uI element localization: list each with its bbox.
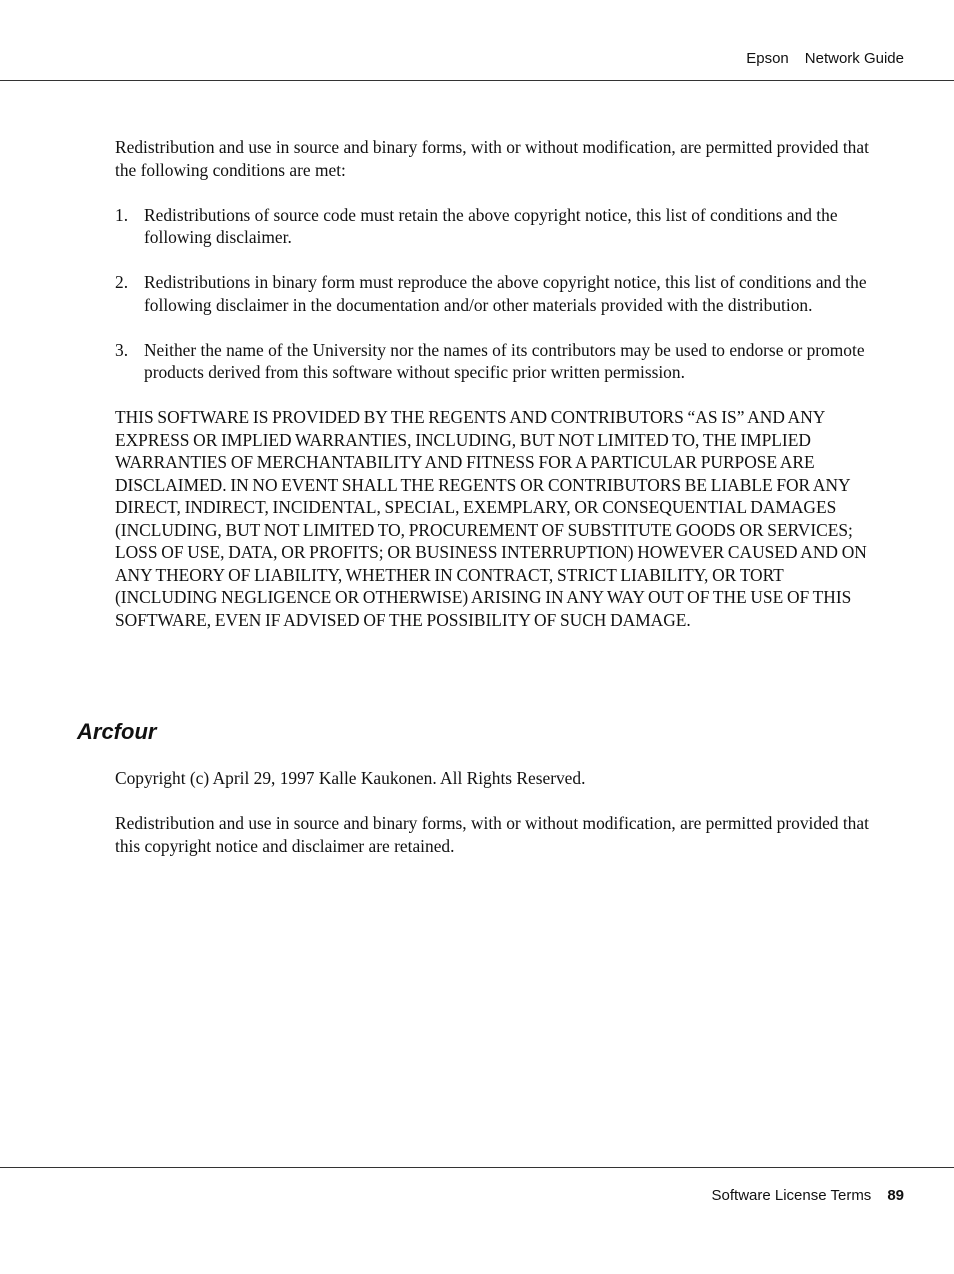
condition-number: 2.: [115, 272, 129, 292]
page-number: 89: [887, 1187, 904, 1204]
condition-text: Neither the name of the University nor the names of its contributors may be used to endorse or promote products derived from this software without specific prior written permission.: [144, 339, 865, 382]
condition-text: Redistributions of source code must retain the above copyright notice, this list of conditions and the following disclaimer.: [144, 204, 838, 247]
license-body: [115, 136, 880, 654]
condition-item: [115, 204, 880, 249]
conditions-list: [115, 204, 880, 384]
condition-number: 1.: [115, 204, 129, 225]
condition-text: Redistributions in binary form must reproduce the above copyright notice, this list of conditions and the following disclaimer in the documentation and/or other materials provided with the distribution.: [144, 272, 867, 315]
condition-item: [115, 339, 880, 384]
footer-divider: [0, 1167, 954, 1168]
page-header: [746, 50, 904, 67]
section-title: Arcfour: [77, 719, 157, 744]
redistribution-paragraph: Redistribution and use in source and binary forms, with or without modification, are permitted provided that this copyright notice and disclaimer are retained.: [115, 813, 869, 856]
condition-number: 3.: [115, 339, 129, 360]
page-footer: [712, 1187, 904, 1204]
disclaimer-paragraph: THIS SOFTWARE IS PROVIDED BY THE REGENTS AND CONTRIBUTORS “AS IS” AND ANY EXPRESS OR IMPLIED WARRANTIES, INCLUDING, BUT NOT LIMITED TO, THE IMPLIED WARRANTIES OF MERCHANTABILITY AND FITNESS FOR A PARTICULAR PURPOSE ARE DISCLAIMED. IN NO EVENT SHALL THE REGENTS OR CONTRIBUTORS BE LIABLE FOR ANY DIRECT, INDIRECT, INCIDENTAL, SPECIAL, EXEMPLARY, OR CONSEQUENTIAL DAMAGES (INCLUDING, BUT NOT LIMITED TO, PROCUREMENT OF SUBSTITUTE GOODS OR SERVICES; LOSS OF USE, DATA, OR PROFITS; OR BUSINESS INTERRUPTION) HOWEVER CAUSED AND ON ANY THEORY OF LIABILITY, WHETHER IN CONTRACT, STRICT LIABILITY, OR TORT (INCLUDING NEGLIGENCE OR OTHERWISE) ARISING IN ANY WAY OUT OF THE USE OF THIS SOFTWARE, EVEN IF ADVISED OF THE POSSIBILITY OF SUCH DAMAGE.: [115, 407, 867, 630]
copyright-paragraph: Copyright (c) April 29, 1997 Kalle Kaukonen. All Rights Reserved.: [115, 768, 586, 788]
header-brand: Epson: [746, 50, 789, 67]
condition-item: [115, 271, 880, 316]
intro-paragraph: Redistribution and use in source and binary forms, with or without modification, are permitted provided that the following conditions are met:: [115, 137, 869, 180]
footer-section-title: Software License Terms: [711, 1187, 872, 1204]
arcfour-body: [115, 767, 880, 880]
header-divider: [0, 80, 954, 81]
header-guide-title: Network Guide: [804, 50, 904, 67]
